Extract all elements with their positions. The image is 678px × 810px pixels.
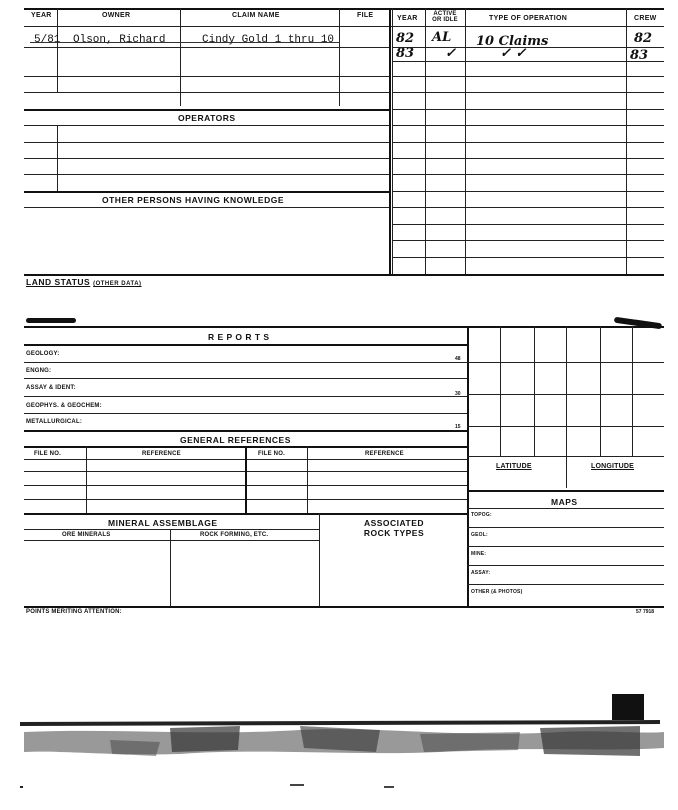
claim-owner-cell: Olson, Richard — [73, 34, 166, 46]
reports-right-divider — [467, 326, 469, 606]
claim-name-cell: Cindy Gold 1 thru 10 — [202, 34, 335, 46]
grid-line — [500, 326, 501, 456]
crew-header: CREW — [634, 15, 657, 22]
land-status-title — [26, 277, 142, 287]
grid-line — [534, 326, 535, 456]
report-number: 30 — [455, 391, 461, 397]
mineral-assemblage-title: MINERAL ASSEMBLAGE — [108, 518, 218, 528]
reports-title-rule — [24, 344, 467, 346]
scan-noise-band — [0, 690, 678, 810]
claims-row-line — [24, 47, 389, 48]
operators-rule — [24, 125, 389, 126]
maps-rule — [467, 584, 664, 585]
report-label: METALLURGICAL: — [26, 419, 83, 425]
activity-crew-cell: 82 — [634, 31, 653, 46]
associated-rock-types-header: ASSOCIATED ROCK TYPES — [363, 518, 425, 538]
map-item-label: OTHER (& PHOTOS) — [471, 589, 523, 595]
map-item-label: ASSAY: — [471, 570, 491, 576]
gen-ref-col-line — [307, 446, 308, 513]
activity-row-line — [392, 174, 664, 175]
other-persons-rule — [24, 207, 389, 208]
file-header: FILE — [357, 12, 374, 19]
activity-row-line — [392, 257, 664, 258]
activity-year-cell: 83 — [396, 46, 415, 61]
report-number: 48 — [455, 356, 461, 362]
activity-row-line — [392, 61, 664, 62]
file-no-header: FILE NO. — [258, 451, 285, 457]
year-col-line — [57, 8, 58, 92]
map-item-label: TOPOG: — [471, 512, 492, 518]
report-label: GEOPHYS. & GEOCHEM: — [26, 403, 102, 409]
activity-crew-cell: 83 — [630, 48, 649, 63]
activity-row-line — [392, 191, 664, 192]
maps-rule — [467, 565, 664, 566]
operators-row-line — [24, 174, 389, 175]
activity-row-line — [392, 76, 664, 77]
reports-bottom-rule — [24, 430, 467, 432]
report-row-line — [24, 413, 467, 414]
gen-ref-col-line — [245, 446, 247, 513]
points-meriting-attention-label: POINTS MERITING ATTENTION: — [26, 609, 122, 615]
report-label: ENGNG: — [26, 368, 52, 374]
activity-year-cell: 82 — [396, 31, 415, 46]
activity-row-line — [392, 158, 664, 159]
activity-row-line — [392, 125, 664, 126]
maps-rule — [467, 527, 664, 528]
maps-title: MAPS — [551, 497, 578, 507]
activity-row-line — [392, 240, 664, 241]
longitude-label: LONGITUDE — [591, 463, 635, 470]
reports-top-border — [24, 326, 664, 328]
reports-title: R E P O R T S — [208, 332, 270, 342]
form-number: 57 7918 — [636, 609, 655, 615]
operators-rule-top — [24, 109, 389, 111]
grid-line — [632, 326, 633, 456]
operators-rule-bottom — [24, 191, 389, 193]
claims-row-line — [24, 92, 389, 93]
map-item-label: MINE: — [471, 551, 487, 557]
rock-forming-header: ROCK FORMING, ETC. — [200, 532, 269, 538]
owner-header: OWNER — [102, 12, 131, 19]
grid-line — [566, 326, 567, 488]
activity-row-line — [392, 109, 664, 110]
reference-header: REFERENCE — [142, 451, 181, 457]
report-row-line — [24, 378, 467, 379]
maps-rule — [467, 546, 664, 547]
grid-line — [467, 426, 664, 427]
activity-status-cell: AL — [432, 30, 452, 45]
center-divider — [389, 8, 391, 274]
reports-section-bottom — [24, 606, 664, 608]
claim-name-header: CLAIM NAME — [232, 12, 280, 19]
general-references-title: GENERAL REFERENCES — [180, 435, 291, 445]
land-status-subtitle: (OTHER DATA) — [93, 281, 142, 287]
claim-year-cell: 5/81 — [34, 34, 61, 46]
file-no-header: FILE NO. — [34, 451, 61, 457]
grid-line — [467, 456, 664, 457]
operators-row-line — [24, 158, 389, 159]
claims-row-line — [24, 76, 389, 77]
maps-rule — [467, 508, 664, 509]
maps-top-rule — [467, 490, 664, 492]
activity-row-line — [392, 142, 664, 143]
activity-year-header: YEAR — [397, 15, 418, 22]
top-border — [24, 8, 664, 10]
mineral-rule — [24, 540, 319, 541]
activity-row-line — [392, 207, 664, 208]
latitude-label: LATITUDE — [496, 463, 532, 470]
strike-line — [30, 42, 340, 43]
reference-header: REFERENCE — [365, 451, 404, 457]
mineral-col-line — [319, 513, 320, 606]
map-item-label: GEOL: — [471, 532, 488, 538]
report-number: 15 — [455, 424, 461, 430]
mineral-rule — [24, 529, 319, 530]
report-row-line — [24, 396, 467, 397]
activity-status-cell: ✓ — [445, 46, 456, 61]
activity-type-cell: 10 Claims — [476, 34, 549, 49]
active-idle-header: ACTIVE OR IDLE — [432, 11, 458, 23]
scan-smear — [26, 318, 76, 323]
activity-row-line — [392, 92, 664, 93]
header-rule — [24, 26, 664, 27]
ore-minerals-header: ORE MINERALS — [62, 532, 111, 538]
top-section-bottom-border — [24, 274, 664, 276]
report-label: ASSAY & IDENT: — [26, 385, 76, 391]
report-row-line — [24, 362, 467, 363]
operators-title: OPERATORS — [178, 113, 236, 123]
land-status-label: LAND STATUS — [26, 277, 91, 287]
type-of-operation-header: TYPE OF OPERATION — [489, 15, 568, 22]
activity-row-line — [392, 224, 664, 225]
mineral-col-line — [170, 529, 171, 606]
operators-row-line — [24, 142, 389, 143]
grid-line — [467, 362, 664, 363]
other-persons-title: OTHER PERSONS HAVING KNOWLEDGE — [102, 195, 285, 205]
gen-ref-col-line — [86, 446, 87, 513]
report-label: GEOLOGY: — [26, 351, 60, 357]
activity-type-cell: ✓ ✓ — [500, 46, 527, 61]
year-header: YEAR — [31, 12, 52, 19]
gen-ref-bottom-rule — [24, 513, 467, 515]
grid-line — [600, 326, 601, 456]
grid-line — [467, 394, 664, 395]
